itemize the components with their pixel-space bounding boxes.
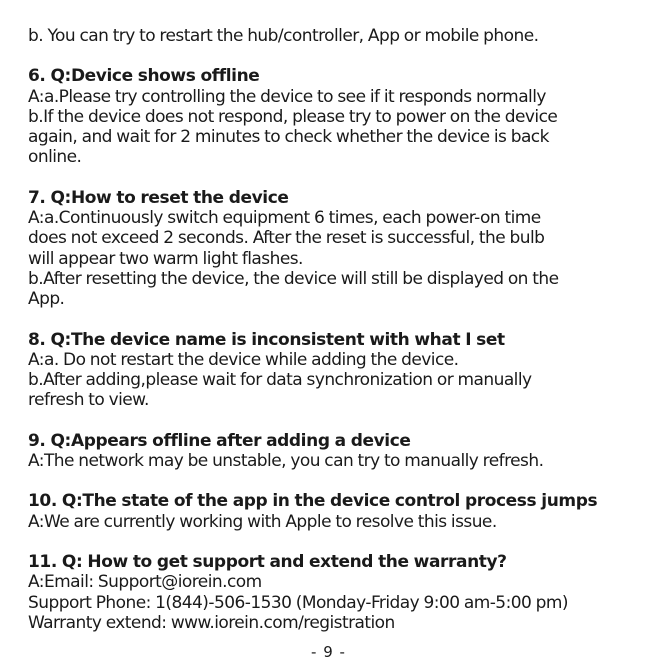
faq-answer-line: b.After adding,please wait for data synchronization or manually [28,370,532,391]
faq-answer-line: A:We are currently working with Apple to resolve this issue. [28,511,497,532]
faq-answer-line: again, and wait for 2 minutes to check whether the device is back [28,127,549,148]
spacer [28,411,648,431]
faq-answer-line: A:The network may be unstable, you can try to manually refresh. [28,451,544,472]
spacer [28,46,648,66]
support-phone-line: Support Phone: 1(844)-506-1530 (Monday-Friday 9:00 am-5:00 pm) [28,592,568,613]
faq-answer-line: b.After resetting the device, the device will still be displayed on the [28,268,559,289]
page-number: - 9 - [311,643,346,661]
faq-question-10: 10. Q:The state of the app in the device control process jumps [28,491,598,512]
faq-answer-line: A:a.Please try controlling the device to see if it responds normally [28,86,546,107]
faq-answer-line: online. [28,147,82,168]
faq-answer-line: b.If the device does not respond, please try to power on the device [28,106,558,127]
spacer [28,310,648,330]
faq-question-8: 8. Q:The device name is inconsistent with what I set [28,329,505,350]
faq-content [28,26,648,633]
faq-answer-line: will appear two warm light flashes. [28,248,303,269]
faq-question-9: 9. Q:Appears offline after adding a device [28,430,411,451]
spacer [28,168,648,188]
faq-answer-line: does not exceed 2 seconds. After the reset is successful, the bulb [28,228,545,249]
faq-question-6: 6. Q:Device shows offline [28,66,260,87]
faq-answer-line: A:a.Continuously switch equipment 6 times, each power-on time [28,208,541,229]
faq-answer-line: A:a. Do not restart the device while adding the device. [28,349,459,370]
intro-line: b. You can try to restart the hub/controller, App or mobile phone. [28,26,539,46]
warranty-link-line: Warranty extend: www.iorein.com/registration [28,612,395,633]
faq-question-11: 11. Q: How to get support and extend the warranty? [28,551,507,572]
faq-question-7: 7. Q:How to reset the device [28,187,289,208]
spacer [28,532,648,552]
faq-answer-line: App. [28,289,65,310]
spacer [28,471,648,491]
support-email-line: A:Email: Support@iorein.com [28,572,262,593]
faq-answer-line: refresh to view. [28,390,149,411]
